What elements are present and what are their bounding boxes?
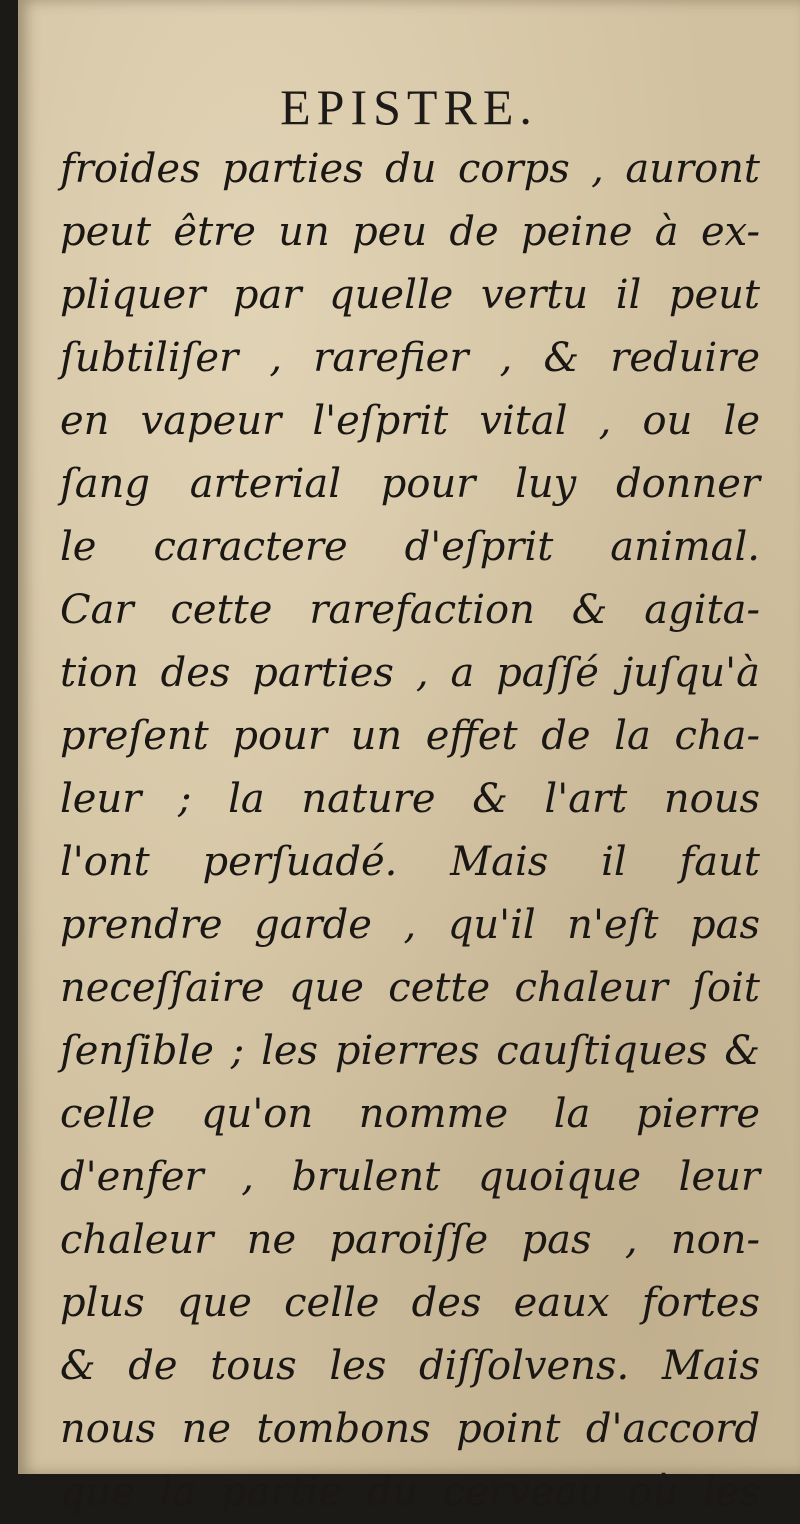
- book-page: [18, 0, 800, 1515]
- text-line: tion des parties , a paſſé juſqu'à: [60, 650, 760, 696]
- text-line: & de tous les diſſolvens. Mais: [60, 1343, 760, 1389]
- text-line: leur ; la nature & l'art nous: [60, 776, 760, 822]
- text-line: que la partie du cerveau où les: [60, 1469, 760, 1515]
- text-line: celle qu'on nomme la pierre: [60, 1091, 760, 1137]
- text-line: Car cette rarefaction & agita-: [60, 587, 760, 633]
- text-line: ſenſible ; les pierres cauſtiques &: [60, 1028, 760, 1074]
- text-line: nous ne tombons point d'accord: [60, 1406, 760, 1452]
- text-line: l'ont perſuadé. Mais il faut: [60, 839, 760, 885]
- running-head: EPISTRE.: [280, 79, 538, 135]
- text-line: neceſſaire que cette chaleur ſoit: [60, 965, 760, 1011]
- text-line: en vapeur l'eſprit vital , ou le: [60, 398, 760, 444]
- text-line: d'enfer , brulent quoique leur: [60, 1154, 760, 1200]
- text-line: preſent pour un effet de la cha-: [60, 713, 760, 759]
- text-line: peut être un peu de peine à ex-: [60, 209, 760, 255]
- text-line: plus que celle des eaux fortes: [60, 1280, 760, 1326]
- text-line: pliquer par quelle vertu il peut: [60, 272, 760, 318]
- text-line: prendre garde , qu'il n'eſt pas: [60, 902, 760, 948]
- text-line: ſang arterial pour luy donner: [60, 461, 760, 507]
- text-line: chaleur ne paroiſſe pas , non-: [60, 1217, 760, 1263]
- text-line: ſubtiliſer , rarefier , & reduire: [60, 335, 760, 381]
- text-line: le caractere d'eſprit animal.: [60, 524, 760, 570]
- text-line: froides parties du corps , auront: [60, 146, 760, 192]
- body-text: [60, 138, 760, 1524]
